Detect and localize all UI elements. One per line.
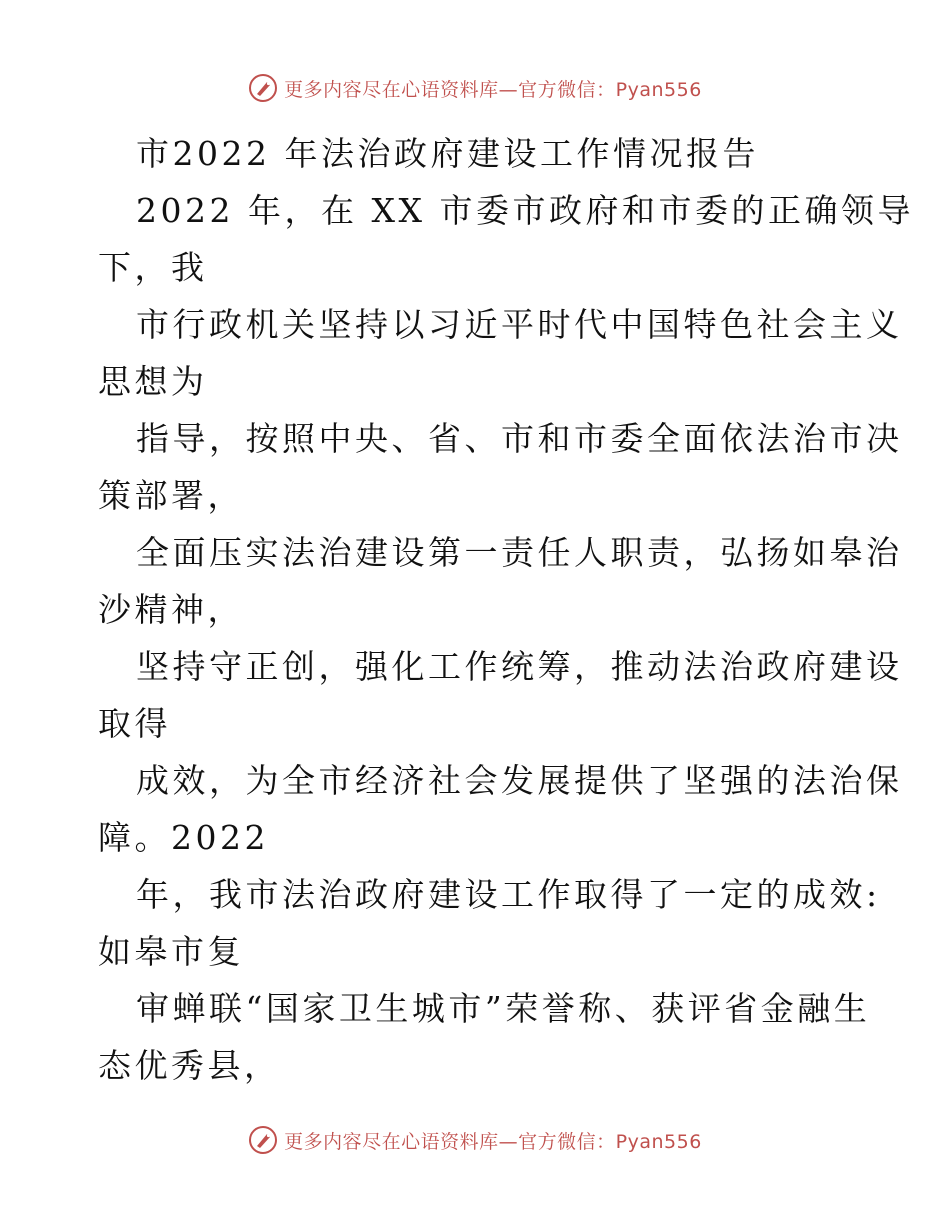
pen-nib-icon <box>248 1125 278 1155</box>
footer-watermark-text: 更多内容尽在心语资料库—官方微信：Pyan556 <box>284 1130 702 1153</box>
paragraph-line: 年，我市法治政府建设工作取得了一定的成效: <box>136 875 881 914</box>
paragraph-line: 全面压实法治建设第一责任人职责，弘扬如皋治 <box>136 533 903 572</box>
paragraph-line: 下，我 <box>98 248 208 287</box>
footer-watermark <box>0 1120 950 1160</box>
paragraph-line: 2022 年，在 XX 市委市政府和市委的正确领导 <box>136 191 914 230</box>
paragraph-line: 策部署， <box>98 476 244 515</box>
paragraph-line: 如皋市复 <box>98 932 244 971</box>
paragraph-line: 指导，按照中央、省、市和市委全面依法治市决 <box>136 419 903 458</box>
paragraph-line: 成效，为全市经济社会发展提供了坚强的法治保 <box>136 761 903 800</box>
document-title: 市2022 年法治政府建设工作情况报告 <box>136 134 759 173</box>
header-watermark-text: 更多内容尽在心语资料库—官方微信：Pyan556 <box>284 78 702 101</box>
header-watermark <box>0 68 950 108</box>
paragraph-line: 市行政机关坚持以习近平时代中国特色社会主义 <box>136 305 903 344</box>
pen-nib-icon <box>248 73 278 103</box>
paragraph-line: 思想为 <box>98 362 208 401</box>
paragraph-line: 障。2022 <box>98 818 269 857</box>
paragraph-line: 坚持守正创，强化工作统筹，推动法治政府建设 <box>136 647 903 686</box>
paragraph-line: 取得 <box>98 704 171 743</box>
paragraph-line: 审蝉联“国家卫生城市”荣誉称、获评省金融生 <box>136 989 871 1028</box>
paragraph-line: 沙精神， <box>98 590 244 629</box>
document-body <box>98 125 914 1094</box>
paragraph-line: 态优秀县， <box>98 1046 281 1085</box>
